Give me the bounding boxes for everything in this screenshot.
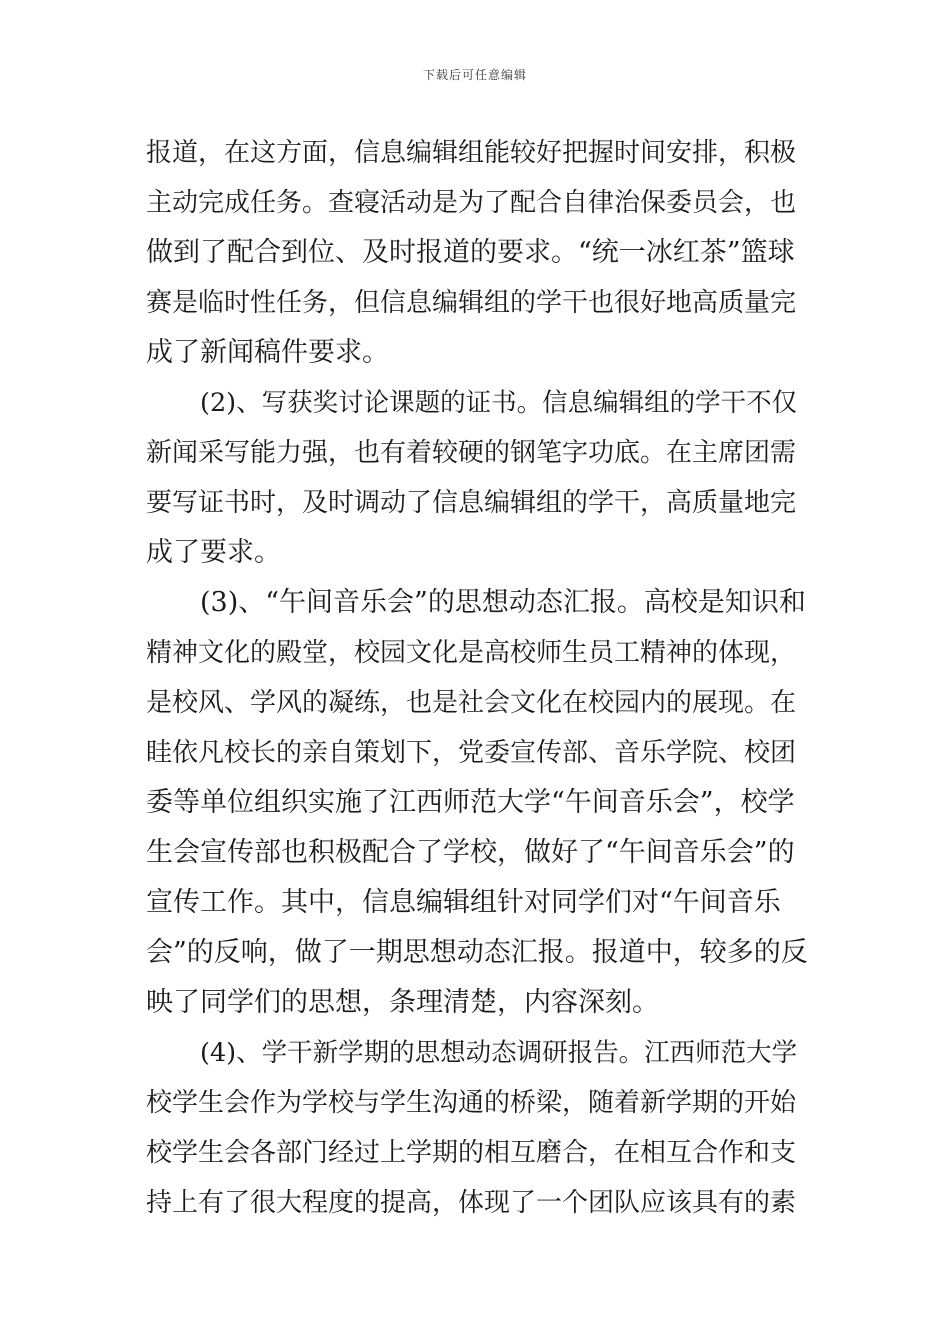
text-line: 报道，在这方面，信息编辑组能较好把握时间安排，积极 xyxy=(146,138,797,168)
document-body xyxy=(146,128,808,1228)
text-line: 是校风、学风的凝练，也是社会文化在校园内的展现。在 xyxy=(146,688,797,718)
text-line: 委等单位组织实施了江西师范大学“午间音乐会”，校学 xyxy=(146,787,795,818)
text-line: 校学生会各部门经过上学期的相互磨合，在相互合作和支 xyxy=(146,1138,797,1168)
text-line: 眭依凡校长的亲自策划下，党委宣传部、音乐学院、校团 xyxy=(146,738,797,768)
text-line: 成了要求。 xyxy=(146,537,281,568)
text-line: 生会宣传部也积极配合了学校，做好了“午间音乐会”的 xyxy=(146,837,795,868)
text-line: 精神文化的殿堂，校园文化是高校师生员工精神的体现， xyxy=(146,638,797,668)
text-line: 要写证书时，及时调动了信息编辑组的学干，高质量地完 xyxy=(146,488,797,518)
text-line: 持上有了很大程度的提高，体现了一个团队应该具有的素 xyxy=(146,1188,797,1218)
text-line: 校学生会作为学校与学生沟通的桥梁，随着新学期的开始 xyxy=(146,1088,797,1118)
paragraph-start-line: (2)、写获奖讨论课题的证书。信息编辑组的学干不仅 xyxy=(200,388,798,418)
text-line: 新闻采写能力强，也有着较硬的钢笔字功底。在主席团需 xyxy=(146,438,797,468)
text-line: 赛是临时性任务，但信息编辑组的学干也很好地高质量完 xyxy=(146,288,797,318)
text-line: 映了同学们的思想，条理清楚，内容深刻。 xyxy=(146,987,659,1018)
text-line: 宣传工作。其中，信息编辑组针对同学们对“午间音乐 xyxy=(146,887,781,918)
text-line: 会”的反响，做了一期思想动态汇报。报道中，较多的反 xyxy=(146,937,808,968)
paragraph-start-line: (3)、“午间音乐会”的思想动态汇报。高校是知识和 xyxy=(200,587,806,618)
text-line: 主动完成任务。查寝活动是为了配合自律治保委员会，也 xyxy=(146,188,797,218)
paragraph-start-line: (4)、学干新学期的思想动态调研报告。江西师范大学 xyxy=(200,1038,798,1068)
text-line: 成了新闻稿件要求。 xyxy=(146,337,389,368)
page-header: 下载后可任意编辑 xyxy=(422,68,527,82)
text-line: 做到了配合到位、及时报道的要求。“统一冰红茶”篮球 xyxy=(146,237,795,268)
